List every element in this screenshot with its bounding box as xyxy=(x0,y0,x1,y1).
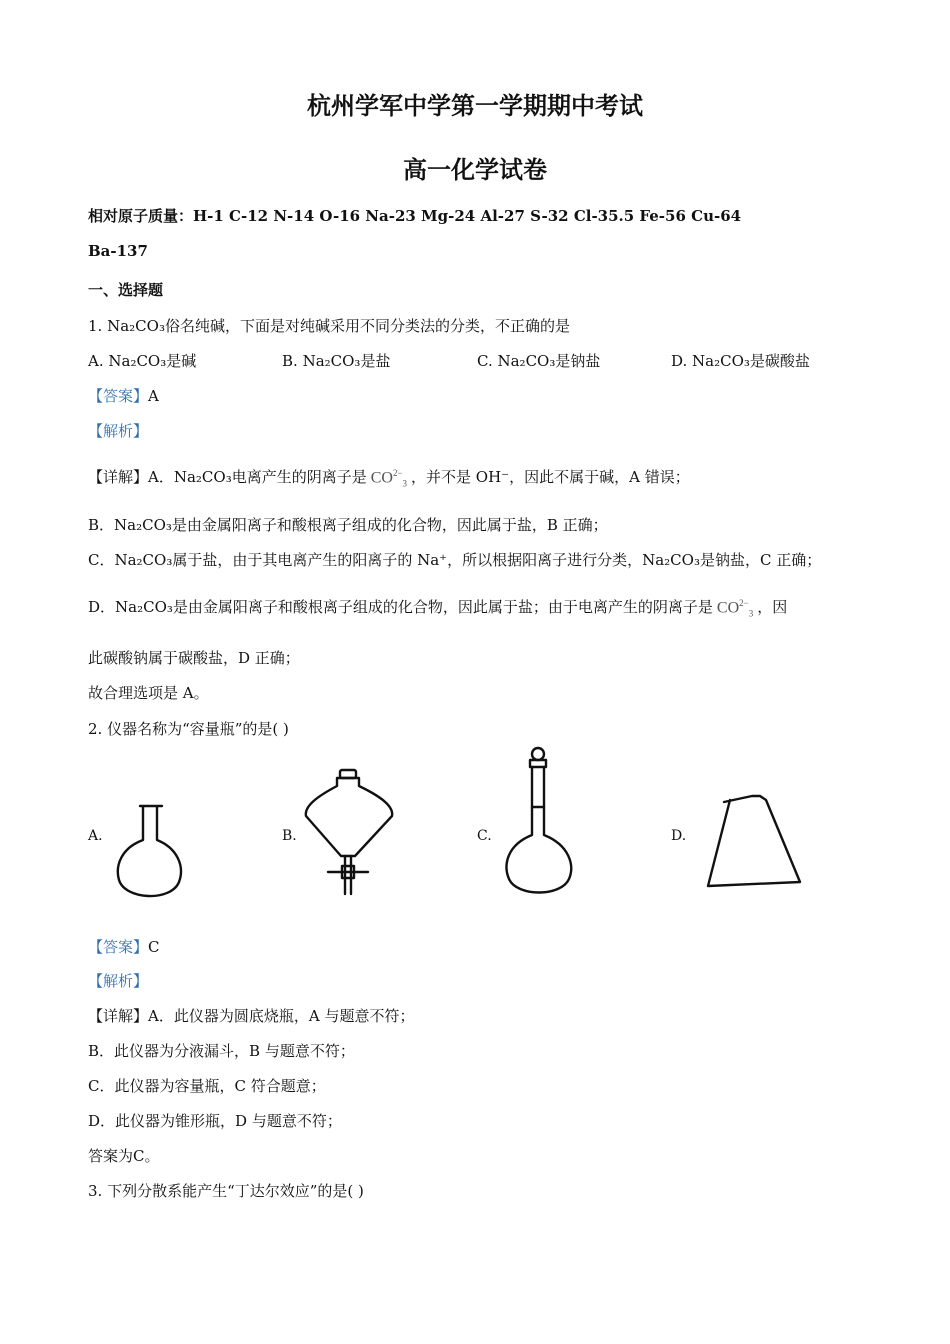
q2-label-d: D. xyxy=(671,828,687,844)
section-heading: 一、选择题 xyxy=(88,281,164,299)
option-formula: Na₂CO₃ xyxy=(108,352,167,370)
q1-stem-text: 俗名纯碱，下面是对纯碱采用不同分类法的分类，不正确的是 xyxy=(164,317,570,335)
q1-option-d xyxy=(671,350,810,371)
exam-subtitle: 高一化学试卷 xyxy=(403,155,547,184)
q2-detail-c: C．此仪器为容量瓶，C 符合题意； xyxy=(88,1077,326,1095)
option-label: C. xyxy=(477,352,498,370)
option-formula: Na₂CO₃ xyxy=(302,352,361,370)
detail-text: A．此仪器为圆底烧瓶，A 与题意不符； xyxy=(148,1007,415,1025)
detail-tag: 【详解】 xyxy=(88,468,149,486)
option-label: A. xyxy=(88,352,109,370)
option-formula: Na₂CO₃ xyxy=(497,352,556,370)
q2-stem: 2. 仪器名称为“容量瓶”的是( ) xyxy=(88,720,289,738)
q2-detail-b: B．此仪器为分液漏斗，B 与题意不符； xyxy=(88,1042,355,1060)
detail-text: A．Na₂CO₃电离产生的阴离子是 xyxy=(148,468,367,486)
detail-tag: 【详解】 xyxy=(88,1007,149,1025)
q2-conclusion: 答案为C。 xyxy=(88,1147,160,1165)
ion-base: CO xyxy=(716,599,740,616)
option-text: 是盐 xyxy=(360,352,391,370)
q2-analysis-tag: 【解析】 xyxy=(88,972,149,990)
option-label: D. xyxy=(671,352,693,370)
carbonate-ion xyxy=(367,468,411,489)
q1-stem-formula: Na₂CO₃ xyxy=(107,317,165,335)
q1-detail-a xyxy=(88,466,690,488)
q2-label-a: A. xyxy=(88,828,103,844)
detail-text: ，并不是 OH⁻，因此不属于碱，A 错误； xyxy=(411,468,690,486)
ion-charge: 2− xyxy=(392,467,403,478)
option-text: 是碳酸盐 xyxy=(749,352,810,370)
answer-tag: 【答案】 xyxy=(88,387,149,405)
answer-value: A xyxy=(148,387,159,405)
q1-option-c xyxy=(477,350,600,371)
ion-base: CO xyxy=(370,469,393,486)
option-text: 是钠盐 xyxy=(555,352,601,370)
q2-detail-a xyxy=(88,1005,414,1026)
q1-detail-d xyxy=(88,596,787,618)
exam-title: 杭州学军中学第一学期期中考试 xyxy=(307,91,643,120)
q1-detail-b: B．Na₂CO₃是由金属阳离子和酸根离子组成的化合物，因此属于盐，B 正确； xyxy=(88,516,608,534)
carbonate-ion xyxy=(713,598,757,619)
q3-stem: 3. 下列分散系能产生“丁达尔效应”的是( ) xyxy=(88,1182,364,1200)
detail-text: D．Na₂CO₃是由金属阳离子和酸根离子组成的化合物，因此属于盐；由于电离产生的阴离子是 xyxy=(88,598,713,616)
ion-subscript: 3 xyxy=(402,478,408,489)
q2-answer xyxy=(88,936,160,957)
q2-detail-d: D．此仪器为锥形瓶，D 与题意不符； xyxy=(88,1112,342,1130)
option-text: 是碱 xyxy=(166,352,197,370)
q1-stem xyxy=(88,315,570,336)
q1-option-a xyxy=(88,350,196,371)
q2-label-b: B. xyxy=(282,828,297,844)
round-bottom-flask-icon xyxy=(105,800,195,905)
separatory-funnel-icon xyxy=(300,766,400,906)
q1-detail-c: C．Na₂CO₃属于盐，由于其电离产生的阳离子的 Na⁺，所以根据阳离子进行分类，Na₂CO₃是钠盐，C 正确； xyxy=(88,551,822,569)
q1-detail-d-cont: 此碳酸钠属于碳酸盐，D 正确； xyxy=(88,649,300,667)
atomic-mass-line-1: 相对原子质量：H-1 C-12 N-14 O-16 Na-23 Mg-24 Al-27 S-32 Cl-35.5 Fe-56 Cu-64 xyxy=(88,207,742,225)
answer-value: C xyxy=(148,938,160,956)
ion-subscript: 3 xyxy=(748,608,754,619)
option-formula: Na₂CO₃ xyxy=(692,352,750,370)
option-label: B. xyxy=(282,352,303,370)
volumetric-flask-icon xyxy=(495,745,585,905)
ion-charge: 2− xyxy=(739,597,749,608)
atomic-mass-line-2: Ba-137 xyxy=(88,242,148,260)
q1-option-b xyxy=(282,350,390,371)
q1-stem-number: 1. xyxy=(88,317,108,335)
q2-label-c: C. xyxy=(477,828,492,844)
q1-analysis-tag: 【解析】 xyxy=(88,422,149,440)
erlenmeyer-flask-icon xyxy=(700,790,810,895)
detail-text: ，因 xyxy=(757,598,788,616)
answer-tag: 【答案】 xyxy=(88,938,149,956)
q1-conclusion: 故合理选项是 A。 xyxy=(88,684,209,702)
q1-answer xyxy=(88,385,159,406)
